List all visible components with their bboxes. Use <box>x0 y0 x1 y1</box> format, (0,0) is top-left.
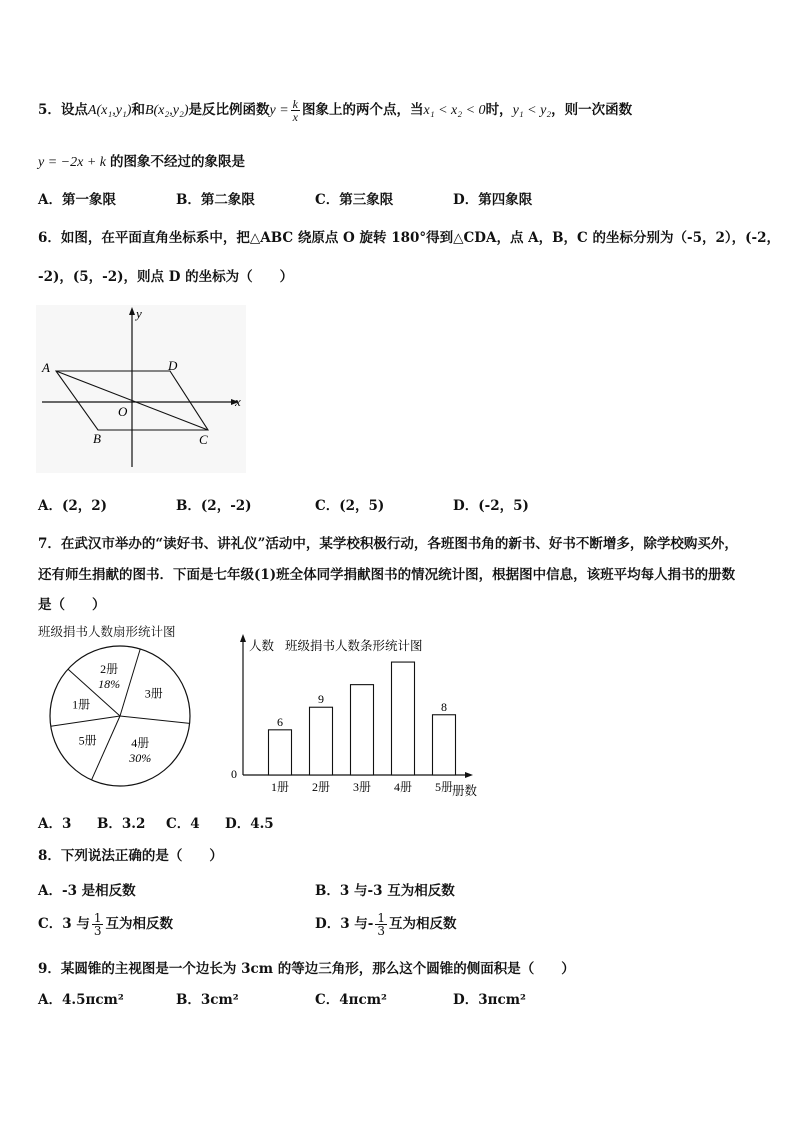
q5-text: 时， <box>485 102 513 118</box>
label-d: D <box>168 358 178 373</box>
bar-x-arrow <box>465 772 473 778</box>
pie-slice-label: 4册 <box>131 736 150 751</box>
q7-option-d: D．4.5 <box>225 816 274 832</box>
label-b: B <box>93 431 101 446</box>
func-fraction <box>291 98 300 123</box>
q5-line2 <box>38 150 245 171</box>
q8-c-prefix: C．3 与 <box>38 916 90 932</box>
q8-option-d <box>315 912 457 937</box>
bar <box>392 662 415 775</box>
q7-option-a: A．3 <box>38 816 72 832</box>
q6-option-d: D．(-2，5) <box>453 498 529 514</box>
q8-option-c <box>38 912 173 937</box>
condition-y: y₁ < y₂ <box>512 103 552 118</box>
pie-chart <box>44 640 196 792</box>
q9-option-a: A．4.5πcm² <box>38 992 124 1008</box>
q9-option-b: B．3cm² <box>176 992 239 1008</box>
q5-text: 5．设点 <box>38 102 88 118</box>
bar <box>351 685 374 775</box>
bar-y-label: 人数 <box>249 639 275 653</box>
label-x: x <box>235 394 241 409</box>
q5-text: 图象上的两个点，当 <box>302 102 424 118</box>
bar <box>269 730 292 775</box>
bar-value-label: 9 <box>318 692 324 707</box>
bar <box>433 715 456 775</box>
bar-chart-title: 班级捐书人数条形统计图 <box>285 639 423 653</box>
pie-slice-label: 1册 <box>72 697 91 712</box>
q5-option-b: B．第二象限 <box>176 192 255 208</box>
bar-category-label: 5册 <box>434 780 454 794</box>
point-a: A(x₁,y₁) <box>87 103 132 118</box>
bar-y-arrow <box>240 634 246 642</box>
frac-denominator: 3 <box>377 924 386 938</box>
q8-stem: 8．下列说法正确的是（ ） <box>38 848 223 864</box>
fraction-one-third <box>375 912 387 937</box>
q9-stem: 9．某圆锥的主视图是一个边长为 3cm 的等边三角形，那么这个圆锥的侧面积是（ ） <box>38 961 575 977</box>
q6-option-b: B．(2，-2) <box>176 498 252 514</box>
frac-numerator: 1 <box>377 911 386 925</box>
q7-line3: 是（ ） <box>38 597 106 613</box>
q5-line1 <box>38 98 632 123</box>
linear-function: y = −2x + k <box>38 155 106 170</box>
q5-text: 的图象不经过的象限是 <box>109 154 245 170</box>
q5-text: 是反比例函数 <box>188 102 270 118</box>
bar-value-label: 8 <box>441 699 447 714</box>
q7-line2: 还有师生捐献的图书．下面是七年级(1)班全体同学捐献图书的情况统计图，根据图中信息，该班平均每人捐书的册数 <box>38 567 736 583</box>
bar-chart <box>225 630 495 802</box>
q5-option-d: D．第四象限 <box>453 192 533 208</box>
label-o: O <box>118 404 128 419</box>
q9-option-c: C．4πcm² <box>315 992 387 1008</box>
q8-d-prefix: D．3 与- <box>315 916 374 932</box>
q7-option-c: C．4 <box>166 816 200 832</box>
coordinate-figure <box>36 305 246 473</box>
pie-slice-label: 3册 <box>144 686 163 701</box>
pie-percent-label: 30% <box>129 751 152 766</box>
frac-numerator: 1 <box>93 911 102 925</box>
label-c: C <box>199 432 208 447</box>
label-y: y <box>136 306 142 321</box>
q5-option-c: C．第三象限 <box>315 192 394 208</box>
q5-text: 和 <box>131 102 145 118</box>
frac-denominator: 3 <box>93 924 102 938</box>
q8-option-b: B．3 与-3 互为相反数 <box>315 883 455 899</box>
bar-value-label: 6 <box>277 714 283 729</box>
q6-option-c: C．(2，5) <box>315 498 385 514</box>
q6-line1: 6．如图，在平面直角坐标系中，把△ABC 绕原点 O 旋转 180°得到△CDA，点 A，B，C 的坐标分别为（-5，2），(-2， <box>38 230 781 246</box>
q9-option-d: D．3πcm² <box>453 992 526 1008</box>
figure-background <box>36 305 246 473</box>
q6-line2: -2)，(5，-2)，则点 D 的坐标为（ ） <box>38 269 294 285</box>
pie-slice-label: 5册 <box>78 733 97 748</box>
q6-option-a: A．(2，2) <box>38 498 108 514</box>
condition-x: x₁ < x₂ < 0 <box>423 103 486 118</box>
fraction-one-third <box>92 912 104 937</box>
bar-category-label: 3册 <box>352 780 372 794</box>
frac-denominator: x <box>292 110 298 124</box>
q5-text: ，则一次函数 <box>551 102 633 118</box>
bar-origin-label: 0 <box>231 767 237 781</box>
point-b: B(x₂,y₂) <box>144 103 189 118</box>
q8-d-suffix: 互为相反数 <box>389 916 457 932</box>
q8-option-a: A．-3 是相反数 <box>38 883 136 899</box>
label-a: A <box>42 360 50 375</box>
q7-option-b: B．3.2 <box>97 816 146 832</box>
bar-category-label: 1册 <box>270 780 290 794</box>
bar-x-label: 册数 <box>452 784 478 798</box>
bar-category-label: 2册 <box>311 780 331 794</box>
func-lhs: y = <box>269 103 289 118</box>
q7-line1: 7．在武汉市举办的“读好书、讲礼仪”活动中，某学校积极行动，各班图书角的新书、好书不断增多，除学校购买外， <box>38 536 738 552</box>
pie-chart-title: 班级捐书人数扇形统计图 <box>38 625 176 639</box>
frac-numerator: k <box>292 97 298 111</box>
bar-category-label: 4册 <box>393 780 413 794</box>
q5-option-a: A．第一象限 <box>38 192 116 208</box>
bar <box>310 707 333 775</box>
pie-slice-label: 2册 <box>100 661 119 676</box>
pie-percent-label: 18% <box>98 676 121 691</box>
q8-c-suffix: 互为相反数 <box>105 916 173 932</box>
